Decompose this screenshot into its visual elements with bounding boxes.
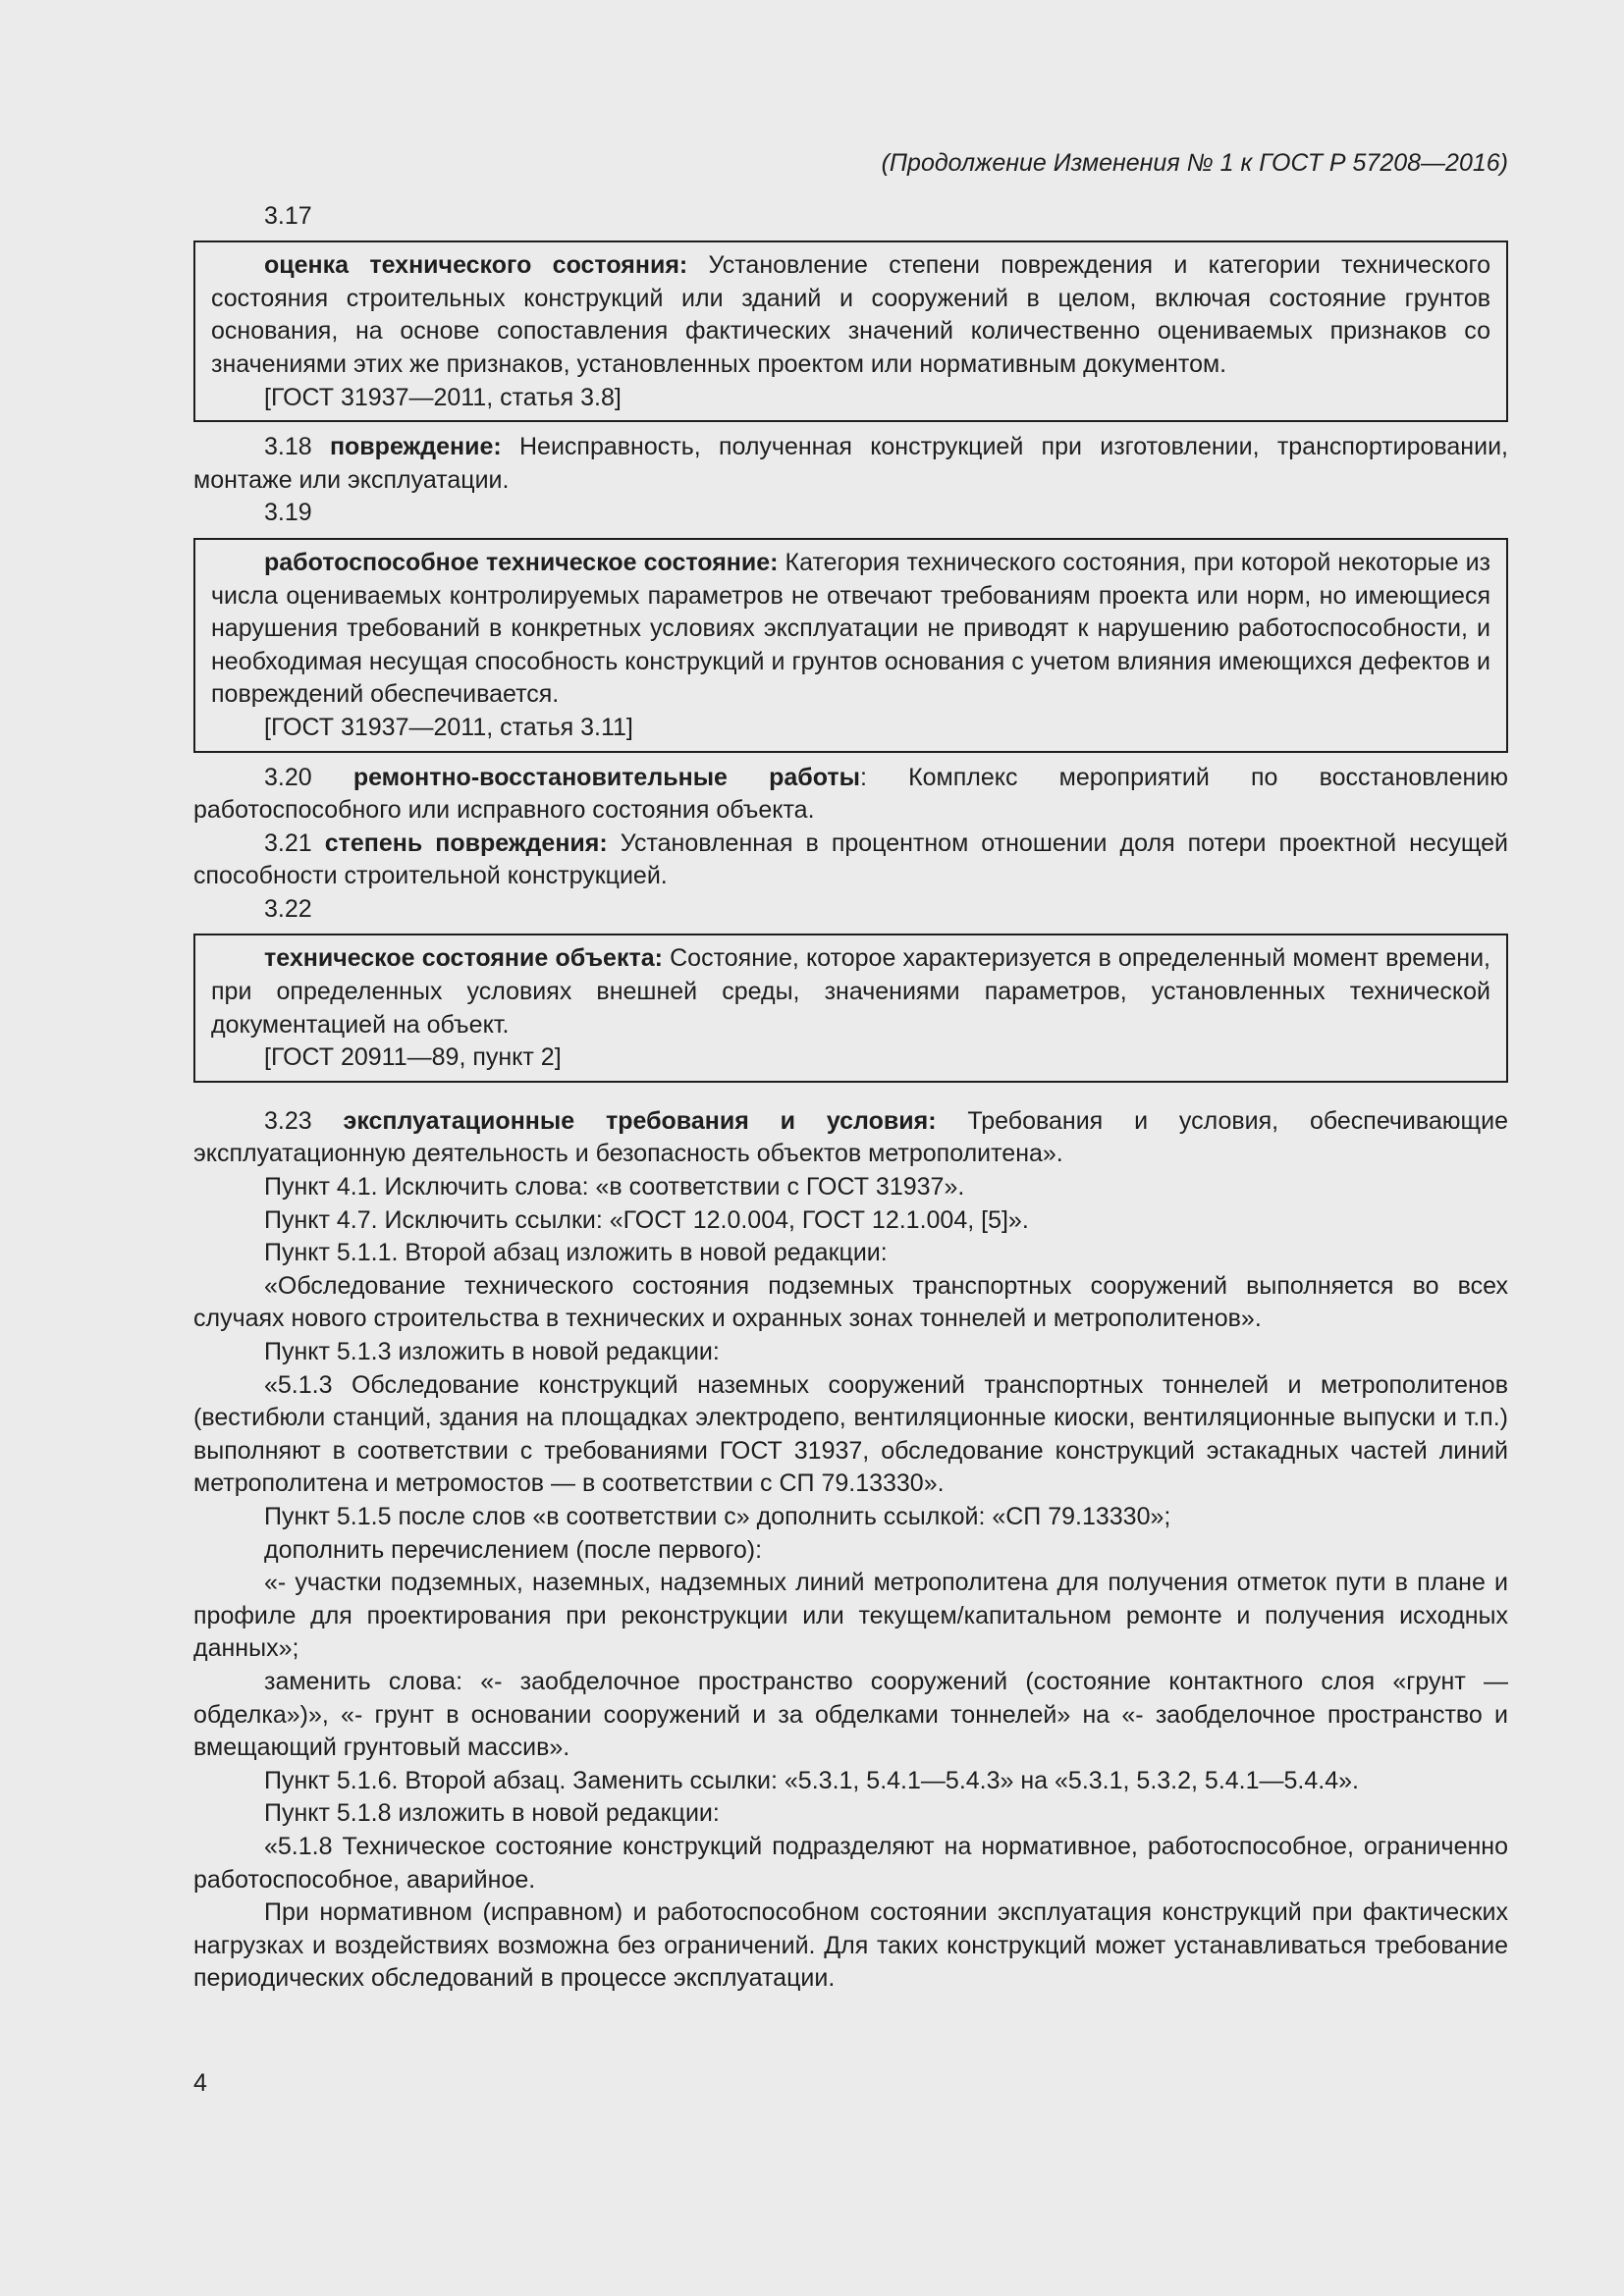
definition-box-3-19 [193, 538, 1508, 753]
definition-text: Неисправность, полученная конструкцией при изготовлении, транспортировании, монтаже или эксплуатации. [193, 433, 1508, 494]
definition-text: Состояние, которое характеризуется в определенный момент времени, при определенных условиях внешней среды, значениями параметров, установленных технической документацией на объект. [211, 944, 1490, 1039]
amendment-paragraph: «Обследование технического состояния подземных транспортных сооружений выполняется во всех случаях нового строительства в технических и охранных зонах тоннелей и метрополитенов». [193, 1271, 1508, 1333]
amendment-paragraph: При нормативном (исправном) и работоспособном состоянии эксплуатация конструкций при фактических нагрузках и воздействиях возможна без ограничений. Для таких конструкций может устанавливаться требование периодических обследований в процессе эксплуатации. [193, 1898, 1508, 1993]
amendment-paragraph: Пункт 5.1.1. Второй абзац изложить в новой редакции: [264, 1239, 888, 1267]
clause-3-18 [193, 431, 1508, 497]
clause-3-20 [193, 762, 1508, 828]
definition-paragraph [211, 547, 1490, 712]
definition-text: Категория технического состояния, при которой некоторые из числа оцениваемых контролируемых параметров не отвечают требованиям проекта или норм, но имеющиеся нарушения требований в конкретных условиях эксплуатации не приводят к нарушению работоспособности, и необходимая несущая способность конструкций и грунтов основания с учетом влияния имеющихся дефектов и повреждений обеспечивается. [211, 548, 1490, 709]
definition-source: [ГОСТ 31937—2011, статья 3.11] [264, 713, 633, 741]
document-page [193, 147, 1508, 1996]
definition-paragraph [211, 942, 1490, 1041]
term: оценка технического состояния: [264, 251, 688, 280]
clause-number-3-19: 3.19 [264, 499, 312, 527]
clause-number: 3.20 [264, 763, 353, 791]
definition-paragraph [211, 249, 1490, 381]
amendment-paragraph: «5.1.8 Техническое состояние конструкций подразделяют на нормативное, работоспособное, ограниченно работоспособное, аварийное. [193, 1832, 1508, 1894]
running-head: (Продолжение Изменения № 1 к ГОСТ Р 57208—2016) [881, 149, 1508, 177]
definition-text: Установленная в процентном отношении доля потери проектной несущей способности строительной конструкцией. [193, 828, 1508, 890]
definition-text: Установление степени повреждения и категории технического состояния строительных конструкций или зданий и сооружений в целом, включая состояние грунтов основания, на основе сопоставления фактических значений количественно оцениваемых признаков со значениями этих же признаков, установленных проектом или нормативным документом. [211, 251, 1490, 378]
definition-text: Требования и условия, обеспечивающие эксплуатационную деятельность и безопасность объектов метрополитена». [193, 1106, 1508, 1168]
clause-number-3-22: 3.22 [264, 894, 312, 923]
amendment-paragraph: Пункт 5.1.3 изложить в новой редакции: [264, 1338, 720, 1365]
spacer [193, 1092, 1508, 1105]
page-number: 4 [193, 2069, 207, 2097]
definition-text: : Комплекс мероприятий по восстановлению работоспособного или исправного состояния объекта. [193, 763, 1509, 825]
term: техническое состояние объекта: [264, 944, 663, 973]
clause-number: 3.18 [264, 433, 330, 461]
definition-source: [ГОСТ 20911—89, пункт 2] [264, 1043, 562, 1072]
amendment-paragraph: Пункт 5.1.5 после слов «в соответствии с» дополнить ссылкой: «СП 79.13330»; [264, 1502, 1171, 1530]
definition-box-3-17 [193, 240, 1508, 422]
clause-number-3-17: 3.17 [264, 201, 312, 230]
amendment-paragraph: заменить слова: «- заобделочное пространство сооружений (состояние контактного слоя «грунт — обделка»)», «- грунт в основании сооружений и за обделками тоннелей» на «- заобделочное пространство и вмещающий грунтовый массив». [193, 1667, 1508, 1762]
term: эксплуатационные требования и условия: [343, 1106, 937, 1135]
amendment-paragraph: дополнить перечислением (после первого): [264, 1535, 763, 1564]
amendment-paragraph: Пункт 5.1.6. Второй абзац. Заменить ссылки: «5.3.1, 5.4.1—5.4.3» на «5.3.1, 5.3.2, 5.4.1—5.4.4». [264, 1766, 1359, 1794]
term: степень повреждения: [324, 828, 608, 857]
amendment-paragraph: Пункт 4.7. Исключить ссылки: «ГОСТ 12.0.004, ГОСТ 12.1.004, [5]». [264, 1205, 1029, 1234]
clause-3-21 [193, 828, 1508, 893]
clause-3-23 [193, 1105, 1508, 1171]
definition-source: [ГОСТ 31937—2011, статья 3.8] [264, 383, 622, 411]
term: повреждение: [329, 433, 502, 461]
amendment-paragraph: «5.1.3 Обследование конструкций наземных сооружений транспортных тоннелей и метрополитенов (вестибюли станций, здания на площадках электродепо, вентиляционные киоски, вентиляционные выпуски и т.п.) выполняют в соответствии с требованиями ГОСТ 31937, обследование конструкций эстакадных частей линий метрополитена и метромостов — в соответствии с СП 79.13330». [193, 1370, 1508, 1498]
definition-box-3-22 [193, 934, 1508, 1082]
amendment-paragraph: Пункт 4.1. Исключить слова: «в соответствии с ГОСТ 31937». [264, 1173, 965, 1201]
amendment-paragraph: «- участки подземных, наземных, надземных линий метрополитена для получения отметок пути в плане и профиле для проектирования при реконструкции или текущем/капитальном ремонте и получения исходных данных»; [193, 1569, 1508, 1663]
clause-number: 3.23 [264, 1106, 344, 1135]
amendment-paragraph: Пункт 5.1.8 изложить в новой редакции: [264, 1799, 720, 1828]
clause-number: 3.21 [264, 828, 325, 857]
term: работоспособное техническое состояние: [264, 548, 779, 576]
term: ремонтно-восстановительные работы [352, 763, 860, 791]
